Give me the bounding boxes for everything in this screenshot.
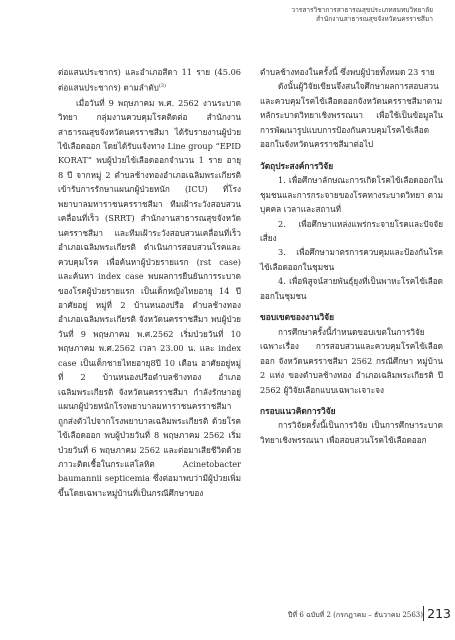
- framework-paragraph: การวิจัยครั้งนี้เป็นการวิจัย เป็นการศึกษาระบาดวิทยาเชิงพรรณนา เพื่อสอบสวนโรคไข้เลือดออก: [260, 420, 443, 445]
- right-column: [260, 65, 443, 447]
- issue-info: ปีที่ 6 ฉบับที่ 2 (กรกฎาคม – ธันวาคม 2563): [288, 611, 423, 619]
- journal-header: [173, 6, 433, 24]
- scope-paragraph: การศึกษาครั้งนี้กำหนดขอบเขตในการวิจัยเฉพาะเรื่อง การสอบสวนและควบคุมโรคไข้เลือดออก จังหวัดนครราชสีมา 2562 กรณีศึกษา หมู่บ้าน 2 แห่ง ของตำบลช้างทอง อำเภอเฉลิมพระเกียรติ ปี 2562 ผู้วิจัยเลือกแบบเฉพาะเจาะจง: [260, 326, 443, 395]
- objective-2: 2. เพื่อศึกษาแหล่งแพร่กระจายโรคและปัจจัยเสี่ยง: [260, 218, 443, 243]
- paragraph-right-1: ตำบลช้างทองในครั้งนี้ ซึ่งพบผู้ป่วยทั้งหมด 23 ราย: [260, 67, 435, 77]
- journal-publisher: สำนักงานสาธารณสุขจังหวัดนครราชสีมา: [316, 15, 433, 23]
- left-column: [58, 65, 241, 500]
- objective-1: 1. เพื่อศึกษาลักษณะการเกิดโรคไข้เลือดออกในชุมชนและการกระจายของโรคทางระบาดวิทยา ตามบุคคล เวลาและสถานที่: [260, 175, 443, 215]
- section-heading-framework: กรอบแนวคิดการวิจัย: [260, 405, 336, 416]
- journal-name: วารสารวิชาการสาธารณสุขประเภทสมทบวิทยาลัย: [291, 6, 433, 14]
- page-number: 213: [423, 606, 451, 621]
- paragraph-left-1: ต่อแสนประชากร) และอำเภอสีดา 11 ราย (45.06 ต่อแสนประชากร) ตามลำดับ$^{(3)}$: [58, 67, 241, 94]
- page-footer: [0, 607, 455, 625]
- paragraph-left-2: เมื่อวันที่ 9 พฤษภาคม พ.ศ. 2562 งานระบาดวิทยา กลุ่มงานควบคุมโรคติดต่อ สำนักงานสาธารณสุขจังหวัดนครราชสีมา ได้รับรายงานผู้ป่วยไข้เลือดออก โดยได้รับแจ้งทาง Line group “EPID KORAT” พบผู้ป่วยไข้เลือดออกจำนวน 1 ราย อายุ 8 ปี จากหมู่ 2 ตำบลช้างทองอำเภอเฉลิมพระเกียรติ เข้ารับการรักษาแผนกผู้ป่วยหนัก (ICU) ที่โรงพยาบาลมหาราชนครราชสีมา ทีมเฝ้าระวังสอบสวนเคลื่อนที่เร็ว (SRRT) สำนักงานสาธารณสุขจังหวัดนครราชสีมา และทีมเฝ้าระวังสอบสวนเคลื่อนที่เร็วอำเภอเฉลิมพระเกียรติ ดำเนินการสอบสวนโรคและควบคุมโรค เพื่อค้นหาผู้ป่วยรายแรก (rst case) และค้นหา index case พบผลการยืนยันการระบาดของโรคผู้ป่วยรายแรก เป็นเด็กหญิงไทยอายุ 14 ปี อาศัยอยู่ หมู่ที่ 2 บ้านหนองปรือ ตำบลช้างทอง อำเภอเฉลิมพระเกียรติ จังหวัดนครราชสีมา พบผู้ป่วย วันที่ 9 พฤษภาคม พ.ศ.2562 เริ่มป่วยวันที่ 10 พฤษภาคม พ.ศ.2562 เวลา 23.00 น. และ index case เป็นเด็กชายไทยอายุ8ปี 10 เดือน อาศัยอยู่หมู่ที่ 2 บ้านหนองปรือตำบลช้างทอง อำเภอเฉลิมพระเกียรติ จังหวัดนครราชสีมา กำลังรักษาอยู่แผนกผู้ป่วยหนักโรงพยาบาลมหาราชนครราชสีมา ถูกส่งตัวไปจากโรงพยาบาลเฉลิมพระเกียรติ ด้วยโรคไข้เลือดออก พบผู้ป่วยวันที่ 8 พฤษภาคม 2562 เริ่มป่วยวันที่ 6 พฤษภาคม 2562 และต่อมาเสียชีวิตด้วยภาวะติดเชื้อในกระแสโลหิต Acinetobacter baumannii septicemia ซึ่งต่อมาพบว่ามีผู้ป่วยเพิ่มขึ้นโดยเฉพาะหมู่บ้านที่เป็นกรณีศึกษาของ: [58, 97, 241, 498]
- section-heading-scope: ขอบเขตของงานวิจัย: [260, 312, 334, 323]
- section-heading-objectives: วัตถุประสงค์การวิจัย: [260, 160, 334, 171]
- objective-3: 3. เพื่อศึกษามาตรการควบคุมและป้องกันโรคไข้เลือดออกในชุมชน: [260, 247, 443, 272]
- objective-4: 4. เพื่อพิสูจน์สายพันธุ์ยุงที่เป็นพาหะโรคไข้เลือดออกในชุมชน: [260, 276, 443, 301]
- reference-superscript: (3): [158, 83, 166, 90]
- paragraph-right-2: ดังนั้นผู้วิจัยเขียนจึงสนใจศึกษาผลการสอบสวนและควบคุมโรคไข้เลือดออกจังหวัดนครราชสีมาตามหลักระบาดวิทยาเชิงพรรณนา เพื่อใช้เป็นข้อมูลในการพัฒนารูปแบบการป้องกันควบคุมโรคไข้เลือดออกในจังหวัดนครราชสีมาต่อไป: [260, 81, 443, 150]
